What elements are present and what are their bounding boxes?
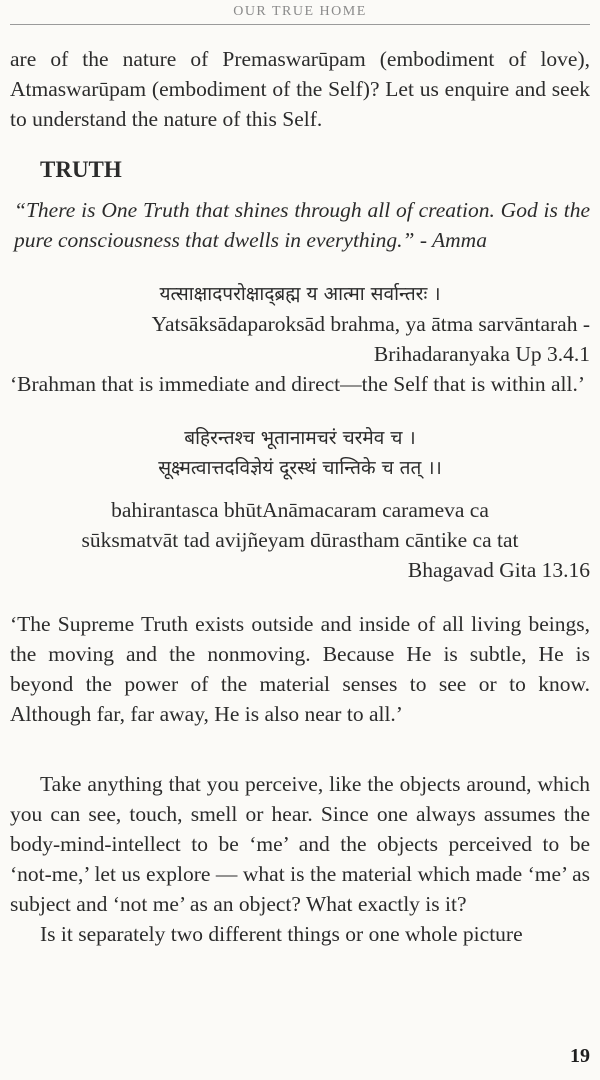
verse1-source: Brihadaranyaka Up 3.4.1: [373, 342, 590, 366]
header-rule: [10, 24, 590, 25]
body-paragraph-2: Is it separately two different things or one whole picture: [40, 922, 523, 946]
verse2-transliteration-line1: bahirantasca bhūtAnāmacaram carameva ca: [111, 498, 489, 522]
running-header: OUR TRUE HOME: [233, 4, 367, 19]
intro-paragraph: are of the nature of Premaswarūpam (embodiment of love), Atmaswarūpam (embodiment of the Self)? Let us enquire and seek to understand the nature of this Self.: [10, 47, 590, 131]
verse1-devanagari: यत्साक्षादपरोक्षाद्ब्रह्म य आत्मा सर्वान्तरः ।: [159, 283, 441, 305]
verse2-transliteration-line2: sūksmatvāt tad avijñeyam dūrastham cāntike ca tat: [81, 528, 519, 552]
section-heading: TRUTH: [40, 157, 122, 182]
verse2-devanagari-line1: बहिरन्तश्च भूतानामचरं चरमेव च ।: [184, 427, 416, 449]
epigraph-quote: “There is One Truth that shines through all of creation. God is the pure consciousness that dwells in everything.” - Amma: [14, 198, 590, 252]
body-paragraph-1: Take anything that you perceive, like the objects around, which you can see, touch, smell or hear. Since one always assumes the body-mind-intellect to be ‘me’ and the objects perceived to be ‘not-me,’ let us explore — what is the material which made ‘me’ as subject and ‘not me’ as an object? What exactly is it?: [10, 772, 590, 916]
page-number: 19: [570, 1045, 590, 1067]
verse2-translation: ‘The Supreme Truth exists outside and inside of all living beings, the moving and the nonmoving. Because He is subtle, He is beyond the power of the material senses to see or to know. Although far, far away, He is also near to all.’: [10, 612, 590, 726]
verse1-translation: ‘Brahman that is immediate and direct—the Self that is within all.’: [10, 372, 585, 396]
verse2-source: Bhagavad Gita 13.16: [407, 558, 590, 582]
verse1-transliteration: Yatsāksādaparoksād brahma, ya ātma sarvāntarah -: [151, 312, 590, 336]
verse2-devanagari-line2: सूक्ष्मत्वात्तदविज्ञेयं दूरस्थं चान्तिके च तत् ।।: [158, 457, 442, 479]
page-body: [10, 44, 590, 949]
